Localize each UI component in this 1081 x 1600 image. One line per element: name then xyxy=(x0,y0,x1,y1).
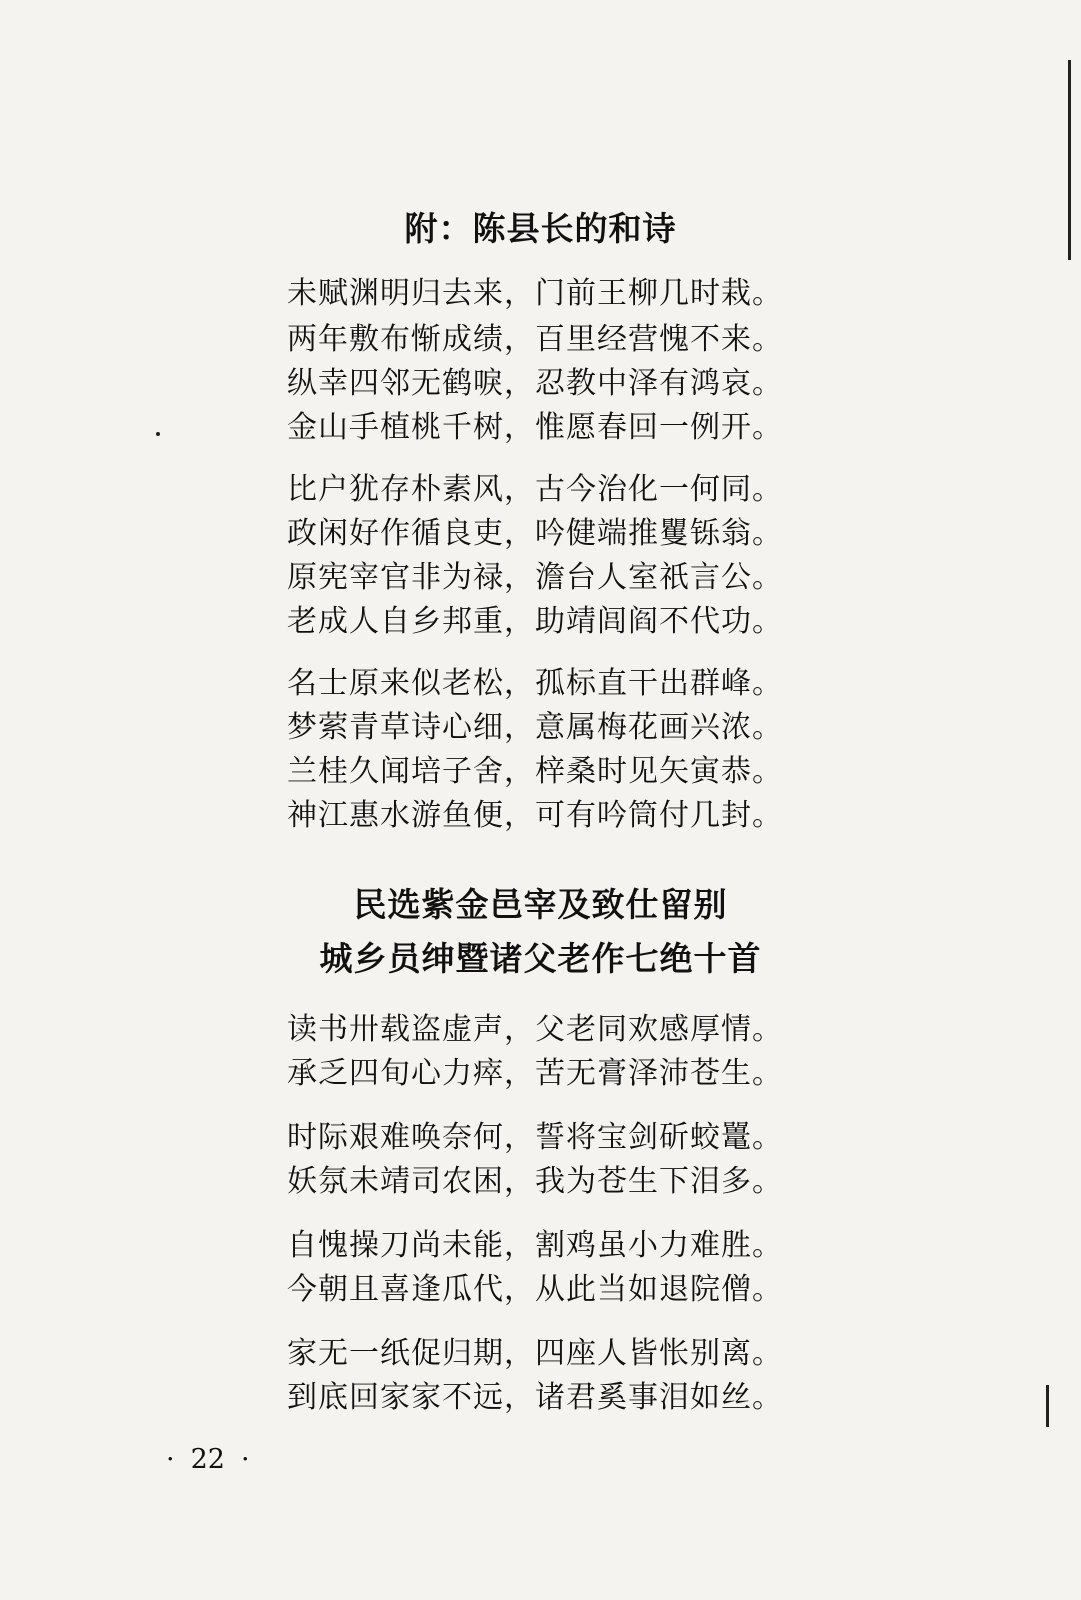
page-number xyxy=(150,1440,266,1480)
poem-line: 比户犹存朴素风，古今治化一何同。 xyxy=(287,472,783,507)
scan-edge-mark xyxy=(1068,60,1071,260)
poem-line: 未赋渊明归去来，门前王柳几时栽。 xyxy=(287,276,783,311)
poem-line: 妖氛未靖司农困，我为苍生下泪多。 xyxy=(287,1164,783,1199)
poem-line: 今朝且喜逢瓜代，从此当如退院僧。 xyxy=(287,1272,783,1307)
page-number-bullet-right: · xyxy=(240,1444,250,1475)
poem-line: 金山手植桃千树，惟愿春回一例开。 xyxy=(287,410,783,445)
section2-title-line1: 民选紫金邑宰及致仕留别 xyxy=(353,885,728,924)
poem-line: 时际艰难唤奈何，誓将宝剑斫蛟鼍。 xyxy=(287,1120,783,1155)
poem-line: 家无一纸促归期，四座人皆怅别离。 xyxy=(287,1336,783,1371)
poem-line: 原宪宰官非为禄，澹台人室祇言公。 xyxy=(287,560,783,595)
poem-line: 神江惠水游鱼便，可有吟筒付几封。 xyxy=(287,798,783,833)
section2-title-line2: 城乡员绅暨诸父老作七绝十首 xyxy=(319,939,762,978)
scan-edge-mark xyxy=(1046,1385,1049,1427)
poem-line: 两年敷布惭成绩，百里经营愧不来。 xyxy=(287,322,783,357)
scan-speck xyxy=(156,432,160,436)
section2-title xyxy=(0,878,1081,986)
poem-line: 纵幸四邻无鹤唳，忍教中泽有鸿哀。 xyxy=(287,366,783,401)
poem-line: 梦萦青草诗心细，意属梅花画兴浓。 xyxy=(287,710,783,745)
page-number-value: 22 xyxy=(190,1444,225,1475)
section1-title xyxy=(0,202,1081,256)
section1-title-text: 附：陈县长的和诗 xyxy=(404,209,677,248)
page-number-bullet-left: · xyxy=(166,1444,175,1475)
poem-line: 自愧操刀尚未能，割鸡虽小力难胜。 xyxy=(287,1228,783,1263)
poem-line: 名士原来似老松，孤标直干出群峰。 xyxy=(287,666,783,701)
poem-line: 读书卅载盗虚声，父老同欢感厚情。 xyxy=(287,1012,783,1047)
poem-line: 到底回家家不远，诸君奚事泪如丝。 xyxy=(287,1380,783,1415)
poem-line: 老成人自乡邦重，助靖闾阎不代功。 xyxy=(287,604,783,639)
poem-line: 政闲好作循良吏，吟健端推矍铄翁。 xyxy=(287,516,783,551)
poem-line: 兰桂久闻培子舍，梓桑时见矢寅恭。 xyxy=(287,754,783,789)
poem-line: 承乏四旬心力瘁，苦无膏泽沛苍生。 xyxy=(287,1056,783,1091)
